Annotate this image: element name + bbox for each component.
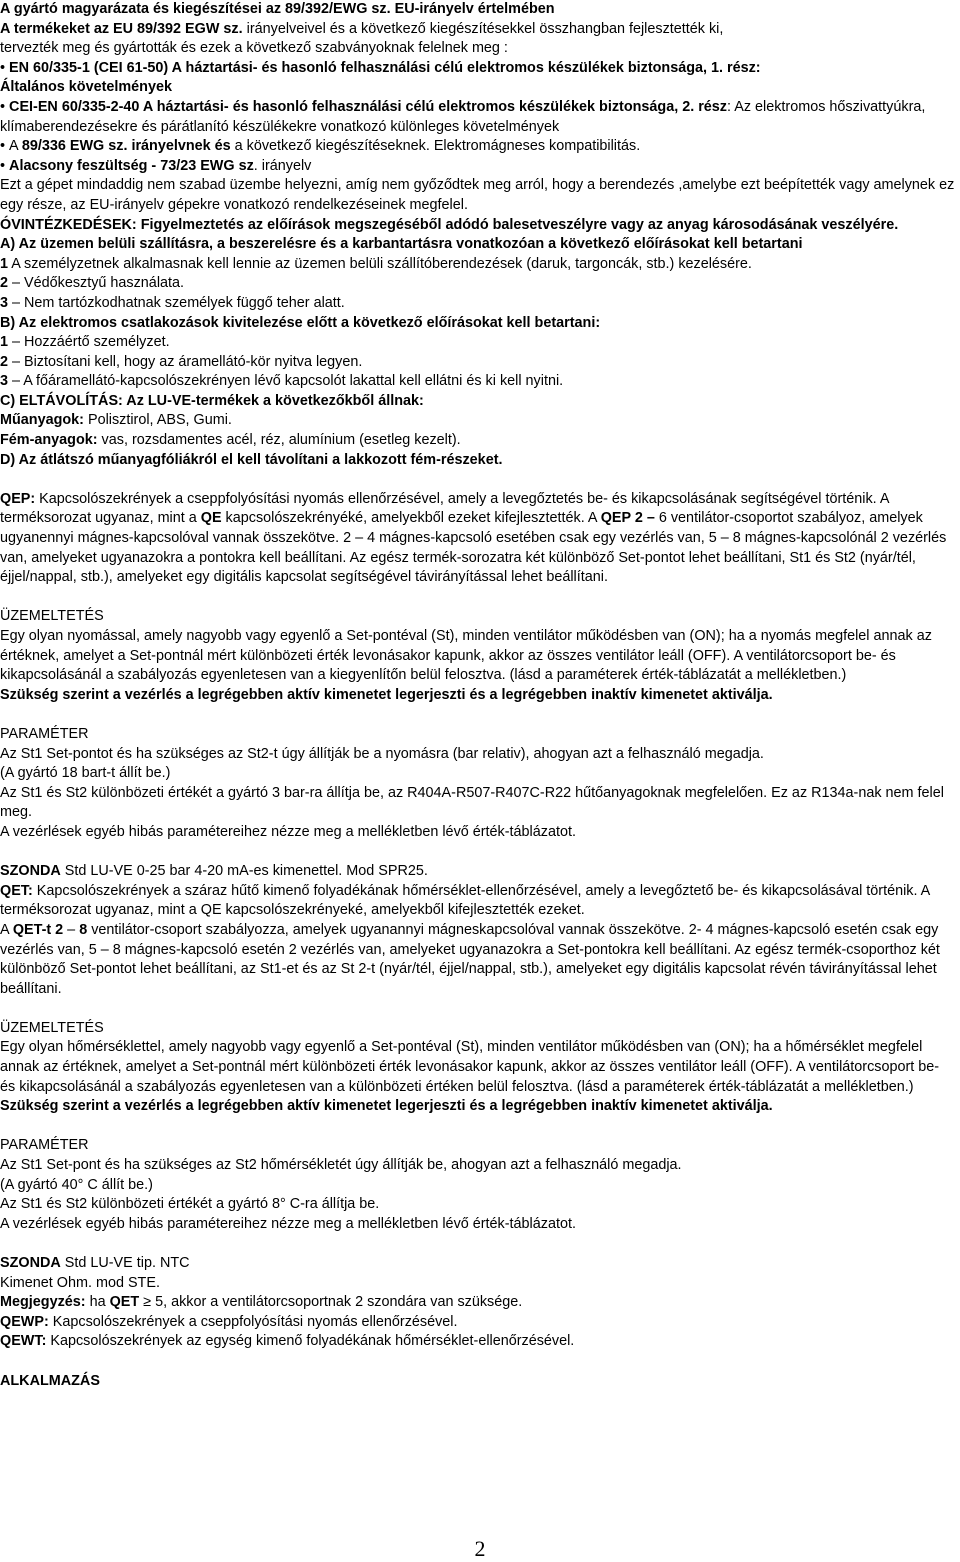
parameter-1-line: Az St1 és St2 különbözeti értékét a gyártó 3 bar-ra állítja be, az R404A-R507-R407C-R22 hűtőanyagoknak megfelelően. Ez az R134a-nak nem felel meg. — [0, 784, 944, 821]
standard-text: : Az elektromos hőszivattyúkra, klímaberendezésekre és párátlanító készülékekre vonatkozó különleges követelmények — [0, 98, 926, 135]
header-line-3: tervezték meg és gyártották és ezek a következő szabványoknak felelnek meg : — [0, 40, 508, 57]
section-b-item — [0, 372, 958, 392]
standard-bold: Alacsony feszültség - 73/23 EWG sz — [9, 157, 254, 174]
parameter-2-line: Az St1 és St2 különbözeti értékét a gyártó 8° C-ra állítja be. — [0, 1196, 380, 1213]
standard-bold: CEI-EN 60/335-2-40 A háztartási- és hasonló felhasználási célú elektromos készülékek biztonsága, 2. rész — [9, 98, 728, 115]
standard-pre: A — [9, 138, 22, 155]
qewt-text: Kapcsolószekrények az egység kimenő folyadékának hőmérséklet-ellenőrzésével. — [46, 1333, 575, 1350]
qep-label: QEP: — [0, 490, 36, 507]
parameter-2-line: Az St1 Set-pont és ha szükséges az St2 hőmérsékletét úgy állítják be, ahogyan azt a felhasználó megadja. — [0, 1157, 682, 1174]
qewt-label: QEWT: — [0, 1333, 47, 1350]
item-number: 2 — [0, 353, 9, 370]
operation-2-text: Egy olyan hőmérséklettel, amely nagyobb vagy egyenlő a Set-pontéval (St), minden ventilátor működésben van (ON); ha a hőmérséklet megfelel annak az értéknek, amelyet a Set-pontnál mért különbözeti érték levonásakor kapunk, akkor az összes ventilátor leáll (OFF). A ventilátorcsoport be- és kikapcsolásánál a szabályozás egyenletesen van a különbözeti értéken belül felosztva. (lásd a paraméterek érték-táblázatát a mellékletben.) — [0, 1039, 940, 1095]
probe-2-line — [0, 1254, 958, 1274]
item-number: 2 — [0, 275, 9, 292]
parameter-1-line: A vezérlések egyéb hibás paramétereihez nézze meg a mellékletben lévő érték-táblázatot. — [0, 823, 576, 840]
section-d-title: D) Az átlátszó műanyagfóliákról el kell távolítani a lakkozott fém-részeket. — [0, 451, 503, 468]
bullet-icon: • — [0, 138, 6, 155]
section-a-item — [0, 255, 958, 275]
qe-term: QE — [200, 510, 222, 527]
standard-text: a következő kiegészítéseknek. Elektromágneses kompatibilitás. — [230, 138, 641, 155]
parameter-1-line: Az St1 Set-pontot és ha szükséges az St2-t úgy állítják be a nyomásra (bar relativ), ahogyan azt a felhasználó megadja. — [0, 745, 764, 762]
item-text: – Biztosítani kell, hogy az áramellátó-kör nyitva legyen. — [8, 353, 363, 370]
parameter-1-line: (A gyártó 18 bart-t állít be.) — [0, 765, 171, 782]
metals-text: vas, rozsdamentes acél, réz, alumínium (esetleg kezelt). — [97, 432, 461, 449]
qewt-line — [0, 1332, 958, 1352]
note-text: ha — [85, 1294, 110, 1311]
qet-text: – — [63, 921, 80, 938]
metals-label: Fém-anyagok: — [0, 432, 98, 449]
intro-paragraph: Ezt a gépet mindaddig nem szabad üzembe helyezni, amíg nem győződtek meg arról, hogy a berendezés ,amelybe ezt beépítették vagy amelynek ez egy része, az EU-irányelv gépekre vonatkozó rendelkezéseinek megfelel. — [0, 177, 955, 213]
bullet-icon: • — [0, 98, 6, 115]
standard-item — [0, 157, 958, 177]
qewp-label: QEWP: — [0, 1313, 49, 1330]
item-text: A személyzetnek alkalmasnak kell lennie az üzemen belüli szállítóberendezések (daruk, targoncák, stb.) kezelésére. — [8, 255, 752, 272]
section-a-item — [0, 274, 958, 294]
standard-bold: EN 60/335-1 (CEI 61-50) A háztartási- és hasonló felhasználási célú elektromos készülékek biztonsága, 1. rész: — [9, 59, 761, 76]
qewp-text: Kapcsolószekrények a cseppfolyósítási nyomás ellenőrzésével. — [48, 1313, 458, 1330]
plastics-text: Polisztirol, ABS, Gumi. — [83, 412, 232, 429]
operation-1-bold-line: Szükség szerint a vezérlés a legrégebben aktív kimenetet legerjeszti és a legrégebben inaktív kimenetet aktiválja. — [0, 686, 773, 703]
qet-text: ventilátor-csoport szabályozza, amelyek ugyanannyi mágneskapcsolóval vannak összekötve. 2- 4 mágnes-kapcsoló esetén csak egy vezérlés van, 5 – 8 mágnes-kapcsoló esetén 2 vezérlés van, amelyeket ugyanazokra a Set-pontokra kell beállítani. Az egész termék-csoporthoz két különböző Set-pontot lehet beállítani, az St1-et és az St 2-t (nyár/tél, éjjel/nappal, stb.), amelyeket egy digitális kapcsolat révén távirányítással lehet beállítani. — [0, 921, 940, 997]
parameter-2-title: PARAMÉTER — [0, 1137, 89, 1154]
operation-1-text: Egy olyan nyomással, amely nagyobb vagy egyenlő a Set-pontéval (St), minden ventilátor működésben van (ON); ha a nyomás megfelel annak az értéknek, amelyet a Set-pontnál mért különbözeti érték levonásakor kapunk, akkor az összes ventilátor leáll (OFF). A ventilátorcsoport be- és kikapcsolásánál a szabályozás egyenletesen van a kiegyenlítőn belül felosztva. (lásd a paraméterek érték-táblázatát a mellékletben.) — [0, 628, 932, 684]
item-text: – Védőkesztyű használata. — [8, 275, 185, 292]
standard-text: . irányelv — [253, 157, 312, 174]
qet-paragraph-2 — [0, 921, 958, 999]
section-c-metals — [0, 431, 958, 451]
qewp-line — [0, 1313, 958, 1333]
qet-label: QET: — [0, 882, 33, 899]
probe-label: SZONDA — [0, 863, 61, 880]
operation-2-title: ÜZEMELTETÉS — [0, 1019, 104, 1036]
header-line-2-rest: irányelveivel és a következő kiegészítésekkel összhangban fejlesztették ki, — [242, 20, 724, 37]
item-number: 3 — [0, 373, 9, 390]
item-number: 3 — [0, 294, 9, 311]
qet-text: A — [0, 921, 13, 938]
qep-paragraph — [0, 490, 958, 588]
operation-2-bold-line: Szükség szerint a vezérlés a legrégebben aktív kimenetet legerjeszti és a legrégebben inaktív kimenetet aktiválja. — [0, 1098, 773, 1115]
qep-text: 6 ventilátor-csoportot szabályoz, amelyek ugyanennyi mágnes-kapcsolóval vannak összekötve. 2 – 4 mágnes-kapcsoló esetében csak egy vezérlés van, 5 – 8 mágnes-kapcsolónál 2 vezérlés van, amelyeket ugyanazokra a pontokra kell beállítani. Az egész termék-sorozatra két különböző Set-pontot lehet beállítani, St1 és St2 (nyár/tél, éjjel/nappal, stb.), amelyeket egy digitális kapcsolat segítségével távirányítással lehet beállítani. — [0, 510, 947, 586]
parameter-1-title: PARAMÉTER — [0, 725, 89, 742]
plastics-label: Műanyagok: — [0, 412, 84, 429]
probe-text: Std LU-VE tip. NTC — [60, 1255, 190, 1271]
note-qet: QET — [109, 1294, 140, 1311]
qep-text: Kapcsolószekrények a cseppfolyósítási nyomás ellenőrzésével, amely a levegőztetés be- és kikapcsolásának segítségével történik. A terméksorozat ugyanaz, mint a — [0, 490, 889, 527]
header-line-2 — [0, 20, 958, 40]
greater-equal-icon: ≥ — [139, 1294, 156, 1311]
probe-1-line — [0, 862, 958, 882]
qet2-term: QET-t 2 — [12, 921, 64, 938]
note-label: Megjegyzés: — [0, 1294, 86, 1311]
note-text: 5, akkor a ventilátorcsoportnak 2 szondára van szüksége. — [155, 1294, 523, 1311]
qep-text: kapcsolószekrényéké, amelyekből ezeket kifejlesztették. A — [221, 510, 601, 527]
qet-text: Kapcsolószekrények a száraz hűtő kimenő folyadékának hőmérséklet-ellenőrzésével, amely a levegőztető be- és kikapcsolásával történik. A terméksorozat ugyanaz, mint a QE kapcsolószekrényeké, amelyekből kifejlesztették ezeket. — [0, 882, 930, 919]
parameter-2-line: (A gyártó 40° C állít be.) — [0, 1176, 153, 1193]
qet-paragraph-1 — [0, 882, 958, 921]
item-text: – A főáramellátó-kapcsolószekrényen lévő kapcsolót lakattal kell ellátni és ki kell nyitni. — [8, 373, 564, 390]
application-title: ALKALMAZÁS — [0, 1372, 100, 1389]
section-b-item — [0, 353, 958, 373]
warning-paragraph: ÓVINTÉZKEDÉSEK: Figyelmeztetés az előírások megszegéséből adódó balesetveszélyre vagy az anyag károsodásának veszélyére. — [0, 216, 899, 233]
header-line-1: A gyártó magyarázata és kiegészítései az 89/392/EWG sz. EU-irányelv értelmében — [0, 1, 555, 17]
item-number: 1 — [0, 334, 9, 351]
probe-label: SZONDA — [0, 1255, 61, 1271]
standard-item — [0, 98, 958, 137]
standards-list — [0, 59, 958, 177]
section-a-title: A) Az üzemen belüli szállításra, a beszerelésre és a karbantartásra vonatkozóan a következő előírásokat kell betartani — [0, 236, 803, 253]
section-c-title: C) ELTÁVOLÍTÁS: Az LU-VE-termékek a következőkből állnak: — [0, 392, 424, 409]
section-b-title: B) Az elektromos csatlakozások kivitelezése előtt a következő előírásokat kell betartani: — [0, 314, 601, 331]
section-a-item — [0, 294, 958, 314]
standard-item — [0, 59, 958, 79]
standard-item — [0, 137, 958, 157]
qet8-term: 8 — [79, 921, 88, 938]
item-number: 1 — [0, 255, 9, 272]
bullet-icon: • — [0, 157, 6, 174]
standard-continuation: Általános követelmények — [0, 79, 172, 96]
bullet-icon: • — [0, 59, 6, 76]
standard-bold: 89/336 EWG sz. irányelvnek és — [21, 138, 231, 155]
item-text: – Hozzáértő személyzet. — [8, 334, 170, 351]
qep2-term: QEP 2 – — [600, 510, 659, 527]
operation-1-title: ÜZEMELTETÉS — [0, 608, 104, 625]
item-text: – Nem tartózkodhatnak személyek függő teher alatt. — [8, 294, 345, 311]
section-b-item — [0, 333, 958, 353]
probe-2-output: Kimenet Ohm. mod STE. — [0, 1274, 160, 1291]
page-number: 2 — [474, 1536, 486, 1561]
header-line-2-bold: A termékeket az EU 89/392 EGW sz. — [0, 20, 243, 37]
parameter-2-line: A vezérlések egyéb hibás paramétereihez nézze meg a mellékletben lévő érték-táblázatot. — [0, 1215, 576, 1232]
note-line — [0, 1293, 958, 1313]
probe-text: Std LU-VE 0-25 bar 4-20 mA-es kimenettel. Mod SPR25. — [60, 863, 428, 880]
section-c-plastics — [0, 411, 958, 431]
